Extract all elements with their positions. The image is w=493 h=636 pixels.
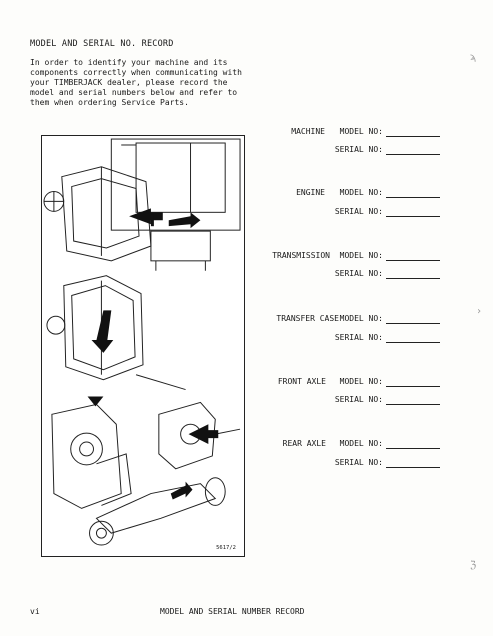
- page-number: vi: [30, 607, 40, 616]
- model-entry-line[interactable]: [386, 260, 440, 261]
- intro-paragraph: [30, 58, 250, 108]
- model-label: MODEL NO:: [339, 314, 383, 323]
- record-label: REAR AXLE: [282, 439, 326, 448]
- model-entry-line[interactable]: [386, 323, 440, 324]
- intro-line: components correctly when communicating with: [30, 68, 242, 77]
- serial-label: SERIAL NO:: [334, 395, 383, 404]
- model-entry-line[interactable]: [386, 136, 440, 137]
- intro-line: In order to identify your machine and its: [30, 58, 228, 67]
- margin-mark: ϡ: [470, 52, 477, 63]
- model-label: MODEL NO:: [339, 188, 383, 197]
- footer-title: MODEL AND SERIAL NUMBER RECORD: [160, 607, 305, 616]
- serial-entry-line[interactable]: [386, 216, 440, 217]
- intro-line: your TIMBERJACK dealer, please record the: [30, 78, 228, 87]
- serial-label: SERIAL NO:: [334, 333, 383, 342]
- record-label: TRANSFER CASE: [276, 314, 339, 323]
- intro-line: model and serial numbers below and refer to: [30, 88, 238, 97]
- serial-entry-line[interactable]: [386, 342, 440, 343]
- serial-entry-line[interactable]: [386, 154, 440, 155]
- record-label: MACHINE: [291, 127, 325, 136]
- serial-label: SERIAL NO:: [334, 458, 383, 467]
- record-label: FRONT AXLE: [277, 377, 326, 386]
- model-label: MODEL NO:: [339, 127, 383, 136]
- model-entry-line[interactable]: [386, 448, 440, 449]
- serial-label: SERIAL NO:: [334, 207, 383, 216]
- page-title: MODEL AND SERIAL NO. RECORD: [30, 39, 174, 49]
- model-entry-line[interactable]: [386, 197, 440, 198]
- serial-label: SERIAL NO:: [334, 145, 383, 154]
- model-label: MODEL NO:: [339, 377, 383, 386]
- serial-entry-line[interactable]: [386, 467, 440, 468]
- margin-mark: ›: [476, 306, 483, 317]
- serial-label: SERIAL NO:: [334, 269, 383, 278]
- components-illustration: [41, 135, 245, 557]
- model-label: MODEL NO:: [339, 439, 383, 448]
- components-drawing: [42, 136, 244, 556]
- model-entry-line[interactable]: [386, 386, 440, 387]
- record-label: ENGINE: [296, 188, 325, 197]
- model-label: MODEL NO:: [339, 251, 383, 260]
- record-label: TRANSMISSION: [272, 251, 330, 260]
- intro-line: them when ordering Service Parts.: [30, 98, 189, 107]
- figure-number: 5617/2: [216, 545, 236, 551]
- serial-entry-line[interactable]: [386, 278, 440, 279]
- serial-entry-line[interactable]: [386, 404, 440, 405]
- margin-mark: ℨ: [470, 560, 477, 571]
